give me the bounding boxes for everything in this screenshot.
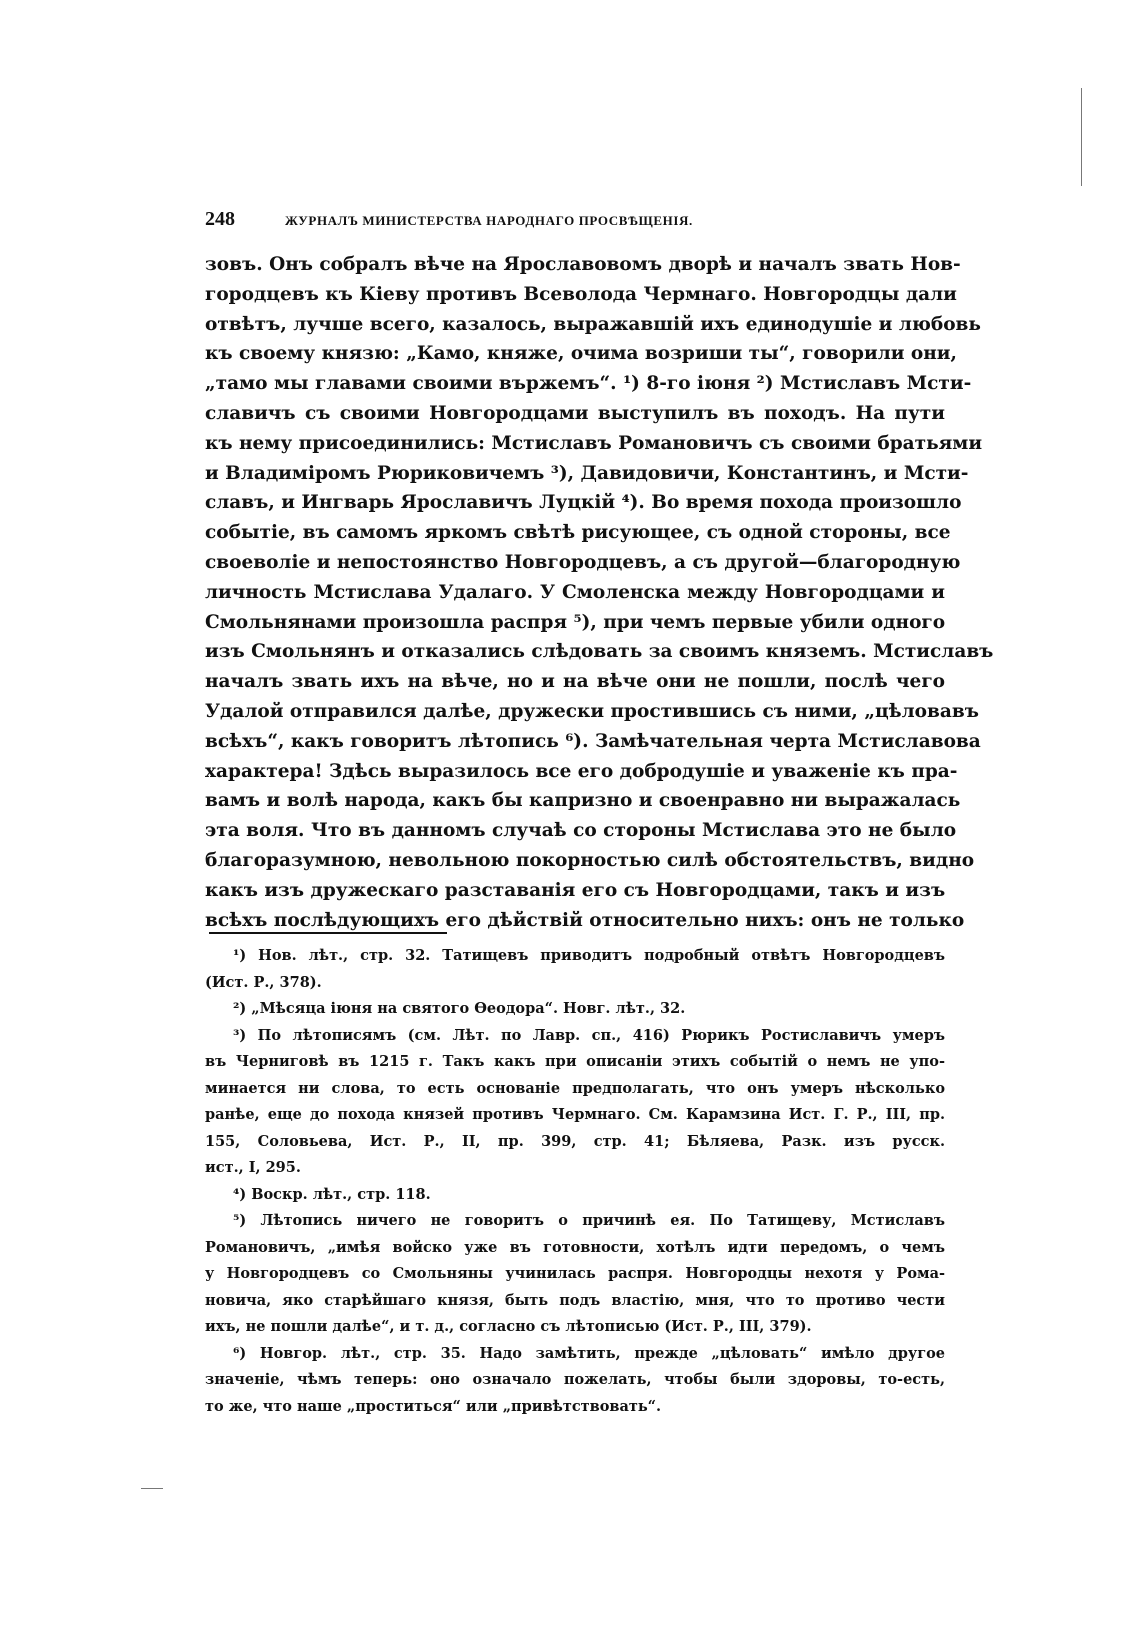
footnote-line: ⁶) Новгор. лѣт., стр. 35. Надо замѣтить, прежде „цѣловать“ имѣло другое: [233, 1344, 945, 1362]
body-line: славичъ съ своими Новгородцами выступилъ въ походъ. На пути: [205, 402, 945, 424]
body-line: и Владиміромъ Рюриковичемъ ³), Давидовичи, Константинъ, и Мсти-: [205, 462, 969, 484]
body-line: какъ изъ дружескаго разставанія его съ Новгородцами, такъ и изъ: [205, 879, 946, 901]
body-line: отвѣтъ, лучше всего, казалось, выражавшій ихъ единодушіе и любовь: [205, 313, 981, 335]
body-line: благоразумною, невольною покорностью силѣ обстоятельствъ, видно: [205, 849, 975, 871]
footnote-line: 155, Соловьева, Ист. Р., II, пр. 399, стр. 41; Бѣляева, Разк. изъ русск.: [205, 1132, 945, 1150]
footnote-line: значеніе, чѣмъ теперь: оно означало пожелать, чтобы были здоровы, то-есть,: [205, 1371, 945, 1388]
footnote-line: ⁴) Воскр. лѣт., стр. 118.: [233, 1185, 431, 1203]
body-line: Смольнянами произошла распря ⁵), при чемъ первые убили одного: [205, 611, 946, 633]
body-line: эта воля. Что въ данномъ случаѣ со стороны Мстислава это не было: [205, 820, 957, 842]
body-line: городцевъ къ Кіеву противъ Всеволода Чермнаго. Новгородцы дали: [205, 283, 957, 305]
footnote-line: Романовичъ, „имѣя войско уже въ готовности, хотѣлъ идти передомъ, о чемъ: [205, 1238, 945, 1256]
footnote-line: ранѣе, еще до похода князей противъ Чермнаго. См. Карамзина Ист. Г. Р., III, пр.: [205, 1106, 945, 1123]
body-line: началъ звать ихъ на вѣче, но и на вѣче они не пошли, послѣ чего: [205, 671, 945, 693]
running-title: ЖУРНАЛЪ МИНИСТЕРСТВА НАРОДНАГО ПРОСВѢЩЕНІЯ.: [285, 213, 693, 228]
footnote-divider: [209, 932, 447, 934]
page-header: [205, 208, 945, 231]
body-line: событіе, въ самомъ яркомъ свѣтѣ рисующее, съ одной стороны, все: [205, 522, 951, 544]
footnote-line: то же, что наше „проститься“ или „привѣтствовать“.: [205, 1397, 662, 1415]
footnote-line: новича, яко старѣйшаго князя, быть подъ властію, мня, что то противо чести: [205, 1291, 945, 1309]
body-line: всѣхъ“, какъ говоритъ лѣтопись ⁶). Замѣчательная черта Мстиславова: [205, 730, 981, 752]
body-line: зовъ. Онъ собралъ вѣче на Ярославовомъ дворѣ и началъ звать Нов-: [205, 254, 961, 275]
footnotes: [205, 943, 945, 1420]
footnote-line: ¹) Нов. лѣт., стр. 32. Татищевъ приводитъ подробный отвѣтъ Новгородцевъ: [233, 947, 945, 964]
body-line: вамъ и волѣ народа, какъ бы капризно и своенравно ни выражалась: [205, 790, 961, 812]
footnote-line: ⁵) Лѣтопись ничего не говоритъ о причинѣ ея. По Татищеву, Мстиславъ: [233, 1212, 945, 1229]
body-line: къ своему князю: „Камо, княже, очима возриши ты“, говорили они,: [205, 343, 957, 365]
footnote-line: у Новгородцевъ со Смольняны учинилась распря. Новгородцы нехотя у Рома-: [205, 1265, 945, 1282]
page-edge-mark: [1081, 88, 1082, 186]
body-line: къ нему присоединились: Мстиславъ Романовичъ съ своими братьями: [205, 432, 983, 454]
page-edge-mark: [141, 1488, 163, 1489]
body-line: изъ Смольнянъ и отказались слѣдовать за своимъ княземъ. Мстиславъ: [205, 641, 994, 663]
body-line: Удалой отправился далѣе, дружески простившись съ ними, „цѣловавъ: [205, 700, 979, 722]
body-line: характера! Здѣсь выразилось все его добродушіе и уваженіе къ пра-: [205, 760, 958, 782]
body-line: своеволіе и непостоянство Новгородцевъ, а съ другой—благородную: [205, 551, 961, 573]
footnote-line: минается ни слова, то есть основаніе предполагать, что онъ умеръ нѣсколько: [205, 1079, 945, 1097]
footnote-line: ист., I, 295.: [205, 1159, 301, 1176]
footnote-line: въ Черниговѣ въ 1215 г. Такъ какъ при описаніи этихъ событій о немъ не упо-: [205, 1053, 945, 1070]
body-text: [205, 250, 994, 935]
footnote-line: ²) „Мѣсяца іюня на святого Ѳеодора“. Новг. лѣт., 32.: [233, 1000, 686, 1017]
footnote-line: ихъ, не пошли далѣе“, и т. д., согласно съ лѣтописью (Ист. Р., III, 379).: [205, 1318, 812, 1335]
body-line: личность Мстислава Удалаго. У Смоленска между Новгородцами и: [205, 581, 945, 603]
body-line: славъ, и Ингварь Ярославичъ Луцкій ⁴). Во время похода произошло: [205, 492, 962, 514]
footnote-line: (Ист. Р., 378).: [205, 973, 322, 991]
footnote-line: ³) По лѣтописямъ (см. Лѣт. по Лавр. сп., 416) Рюрикъ Ростиславичъ умеръ: [233, 1026, 945, 1044]
page-number: 248: [205, 208, 235, 230]
body-line: всѣхъ послѣдующихъ его дѣйствій относительно нихъ: онъ не только: [205, 909, 965, 931]
body-line: „тамо мы главами своими вържемъ“. ¹) 8-го іюня ²) Мстиславъ Мсти-: [205, 373, 972, 395]
